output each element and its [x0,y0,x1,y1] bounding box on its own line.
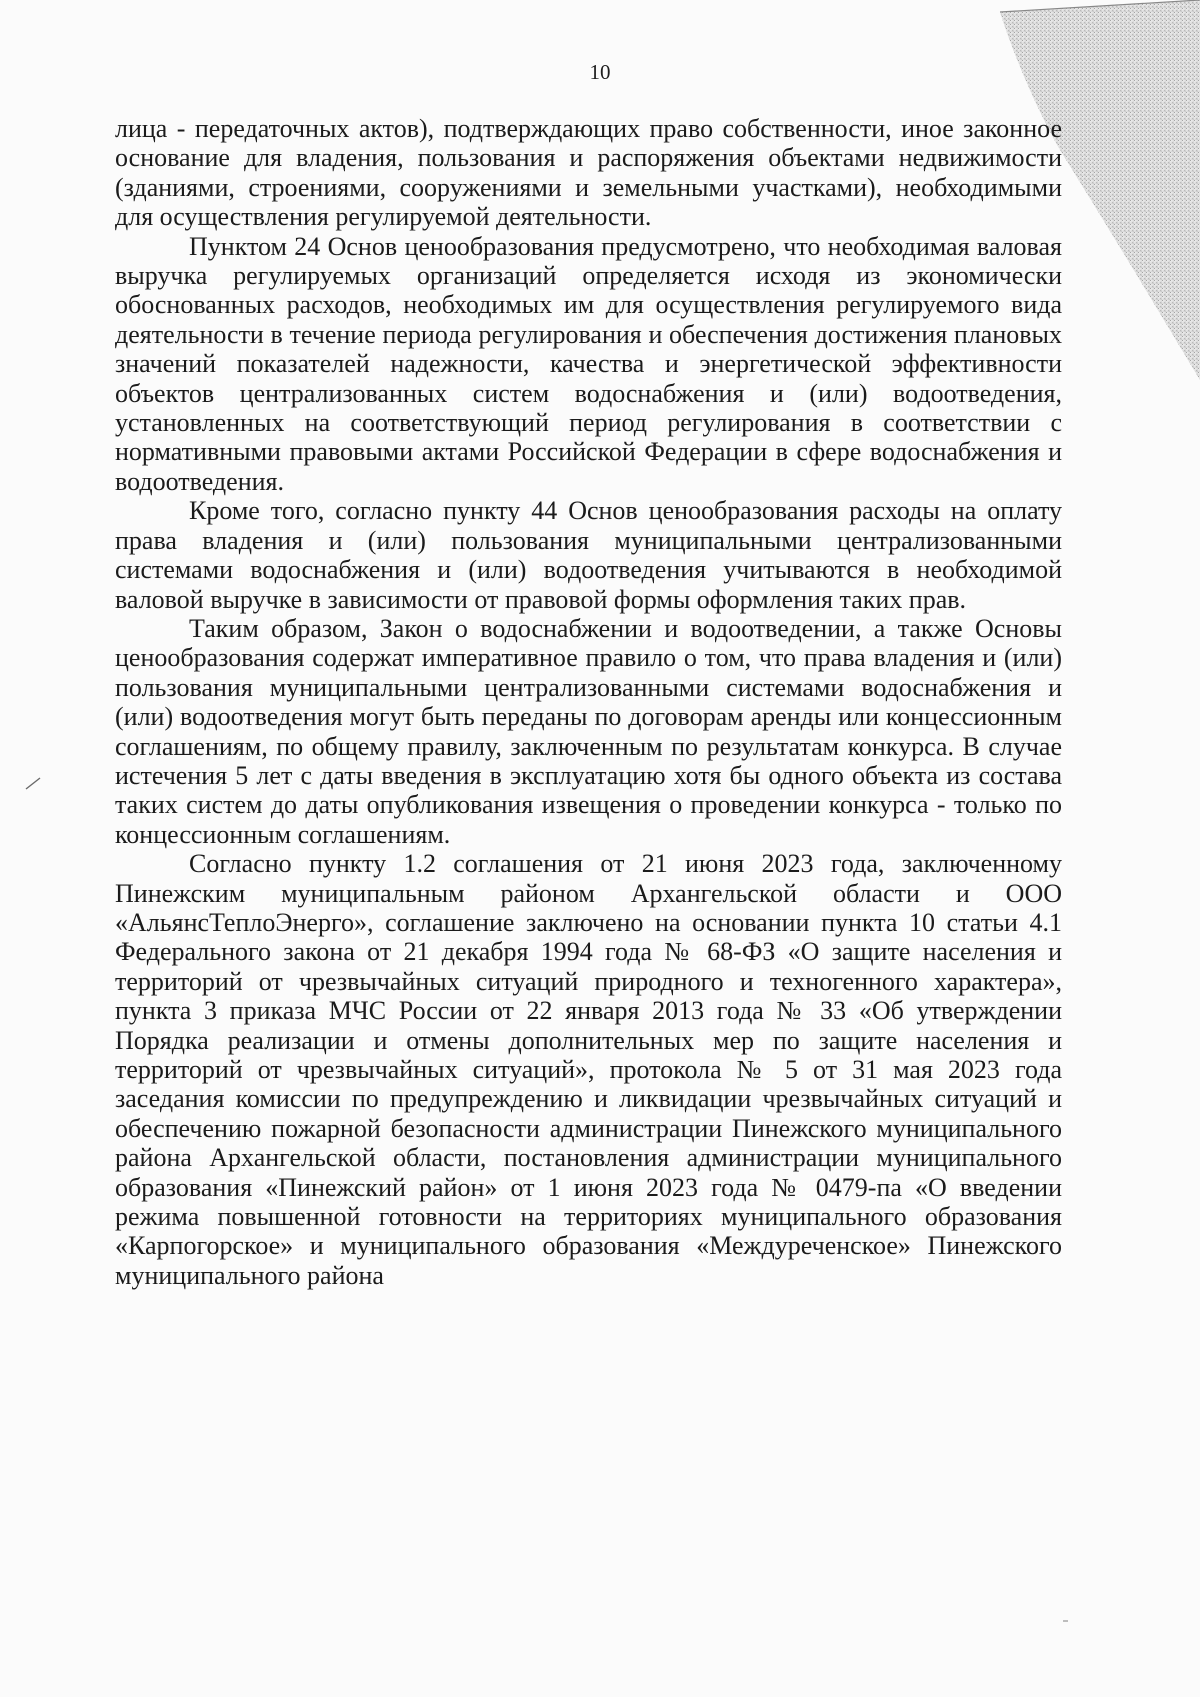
document-body [115,114,1062,1290]
paragraph-conclusion: Таким образом, Закон о водоснабжении и водоотведении, а также Основы ценообразования содержат императивное правило о том, что права владения и (или) пользования муниципальными централизованными системами водоснабжения и (или) водоотведения могут быть переданы по договорам аренды или концессионным соглашениям, по общему правилу, заключенным по результатам конкурса. В случае истечения 5 лет с даты введения в эксплуатацию хотя бы одного объекта из состава таких систем до даты опубликования извещения о проведении конкурса - только по концессионным соглашениям. [115,613,1062,849]
scan-speck-mark [24,775,42,791]
scan-speck-dot [1063,1620,1068,1622]
paragraph-point-44: Кроме того, согласно пункту 44 Основ ценообразования расходы на оплату права владения и (или) пользования муниципальными централизованными системами водоснабжения и (или) водоотведения учитываются в необходимой валовой выручке в зависимости от правовой формы оформления таких прав. [115,496,1062,614]
paragraph-agreement: Согласно пункту 1.2 соглашения от 21 июня 2023 года, заключенному Пинежским муниципальным районом Архангельской области и ООО «АльянсТеплоЭнерго», соглашение заключено на основании пункта 10 статьи 4.1 Федерального закона от 21 декабря 1994 года № 68-ФЗ «О защите населения и территорий от чрезвычайных ситуаций природного и техногенного характера», пункта 3 приказа МЧС России от 22 января 2013 года № 33 «Об утверждении Порядка реализации и отмены дополнительных мер по защите населения и территорий от чрезвычайных ситуаций», протокола № 5 от 31 мая 2023 года заседания комиссии по предупреждению и ликвидации чрезвычайных ситуаций и обеспечению пожарной безопасности администрации Пинежского муниципального района Архангельской области, постановления администрации муниципального образования «Пинежский район» от 1 июня 2023 года № 0479-па «О введении режима повышенной готовности на территориях муниципального образования «Карпогорское» и муниципального образования «Междуреченское» Пинежского муниципального района [115,849,1062,1290]
page-number: 10 [589,60,611,84]
paragraph-continuation: лица - передаточных актов), подтверждающих право собственности, иное законное основание для владения, пользования и распоряжения объектами недвижимости (зданиями, строениями, сооружениями и земельными участками), необходимыми для осуществления регулируемой деятельности. [115,114,1062,232]
paragraph-point-24: Пунктом 24 Основ ценообразования предусмотрено, что необходимая валовая выручка регулируемых организаций определяется исходя из экономически обоснованных расходов, необходимых им для осуществления регулируемого вида деятельности в течение периода регулирования и обеспечения достижения плановых значений показателей надежности, качества и энергетической эффективности объектов централизованных систем водоснабжения и (или) водоотведения, установленных на соответствующий период регулирования в соответствии с нормативными правовыми актами Российской Федерации в сфере водоснабжения и водоотведения. [115,231,1062,496]
